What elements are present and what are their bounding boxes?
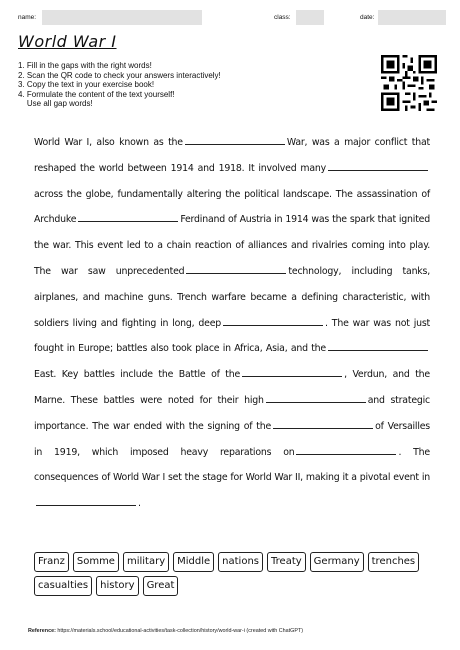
word-chip[interactable]: Great [143,576,179,596]
class-label: class: [274,14,291,21]
gap-blank[interactable] [328,338,428,351]
header-bar [14,10,446,26]
reference-link[interactable]: https://materials.school/educational-activities/task-collection/history/world-war-i (created with ChatGPT) [57,628,304,634]
word-chip[interactable]: Treaty [267,552,306,572]
gap-blank[interactable] [273,416,373,429]
instruction-item: 3. Copy the text in your exercise book! [18,80,155,90]
date-label: date: [360,14,375,21]
word-chip[interactable]: casualties [34,576,92,596]
text-segment: . [138,498,141,510]
instruction-item: 4. Formulate the content of the text yourself! [18,89,175,99]
text-segment: . The consequences of World War I set the stage for World War II, making it a pivotal event in [34,446,430,484]
name-label: name: [18,14,37,21]
gap-blank[interactable] [186,261,286,274]
worksheet-title: World War I [18,32,117,51]
word-chip[interactable]: military [123,552,169,572]
text-segment: technology, including tanks, airplanes, and machine guns. Trench warfare became a defining characteristic, with soldiers living and fighting in long, deep [34,265,431,329]
date-field[interactable] [378,10,446,25]
word-chip[interactable]: Middle [173,552,214,572]
reference-line [28,628,303,634]
word-chip[interactable]: Franz [34,552,69,572]
reference-label: Reference: [28,628,56,634]
text-segment: Ferdinand of Austria in 1914 was the spark that ignited the war. This event led to a chain reaction of alliances and rivalries coming into play. The war saw unprecedented [34,214,430,277]
instruction-item: Use all gap words! [18,99,93,109]
qr-code-icon[interactable] [381,55,437,111]
text-segment: and strategic importance. The war ended with the signing of the [34,394,430,432]
text-segment: World War I, also known as the [34,137,183,148]
instruction-item: 1. Fill in the gaps with the right words! [18,61,152,70]
instruction-item: 2. Scan the QR code to check your answers interactively! [18,70,221,80]
word-chip[interactable]: trenches [368,552,420,572]
gap-blank[interactable] [242,364,342,377]
text-segment: War, was a major conflict that reshaped the world between 1914 and 1918. It involved many [34,137,430,174]
gap-blank[interactable] [185,132,285,145]
text-segment: East. Key battles include the Battle of the [34,369,241,381]
word-chip[interactable]: nations [218,552,263,572]
gap-blank[interactable] [223,313,323,326]
gap-blank[interactable] [296,442,396,455]
text-segment: across the globe, fundamentally altering the political landscape. The assassination of Archduke [34,188,430,226]
word-chip[interactable]: Somme [73,552,119,572]
text-segment: . The war was not just fought in Europe; battles also took place in Africa, Asia, and the [34,317,430,355]
word-bank [34,552,434,596]
gap-blank[interactable] [328,158,428,171]
cloze-text [34,130,430,517]
instructions-list [18,61,348,109]
word-chip[interactable]: history [96,576,138,596]
gap-blank[interactable] [36,493,136,506]
text-segment: , Verdun, and the Marne. These battles were noted for their high [34,369,430,406]
gap-blank[interactable] [266,390,366,403]
class-field[interactable] [296,10,324,25]
text-segment: of Versailles in 1919, which imposed heavy reparations on [34,420,430,458]
gap-blank[interactable] [78,209,178,222]
word-chip[interactable]: Germany [310,552,364,572]
name-field[interactable] [42,10,202,25]
